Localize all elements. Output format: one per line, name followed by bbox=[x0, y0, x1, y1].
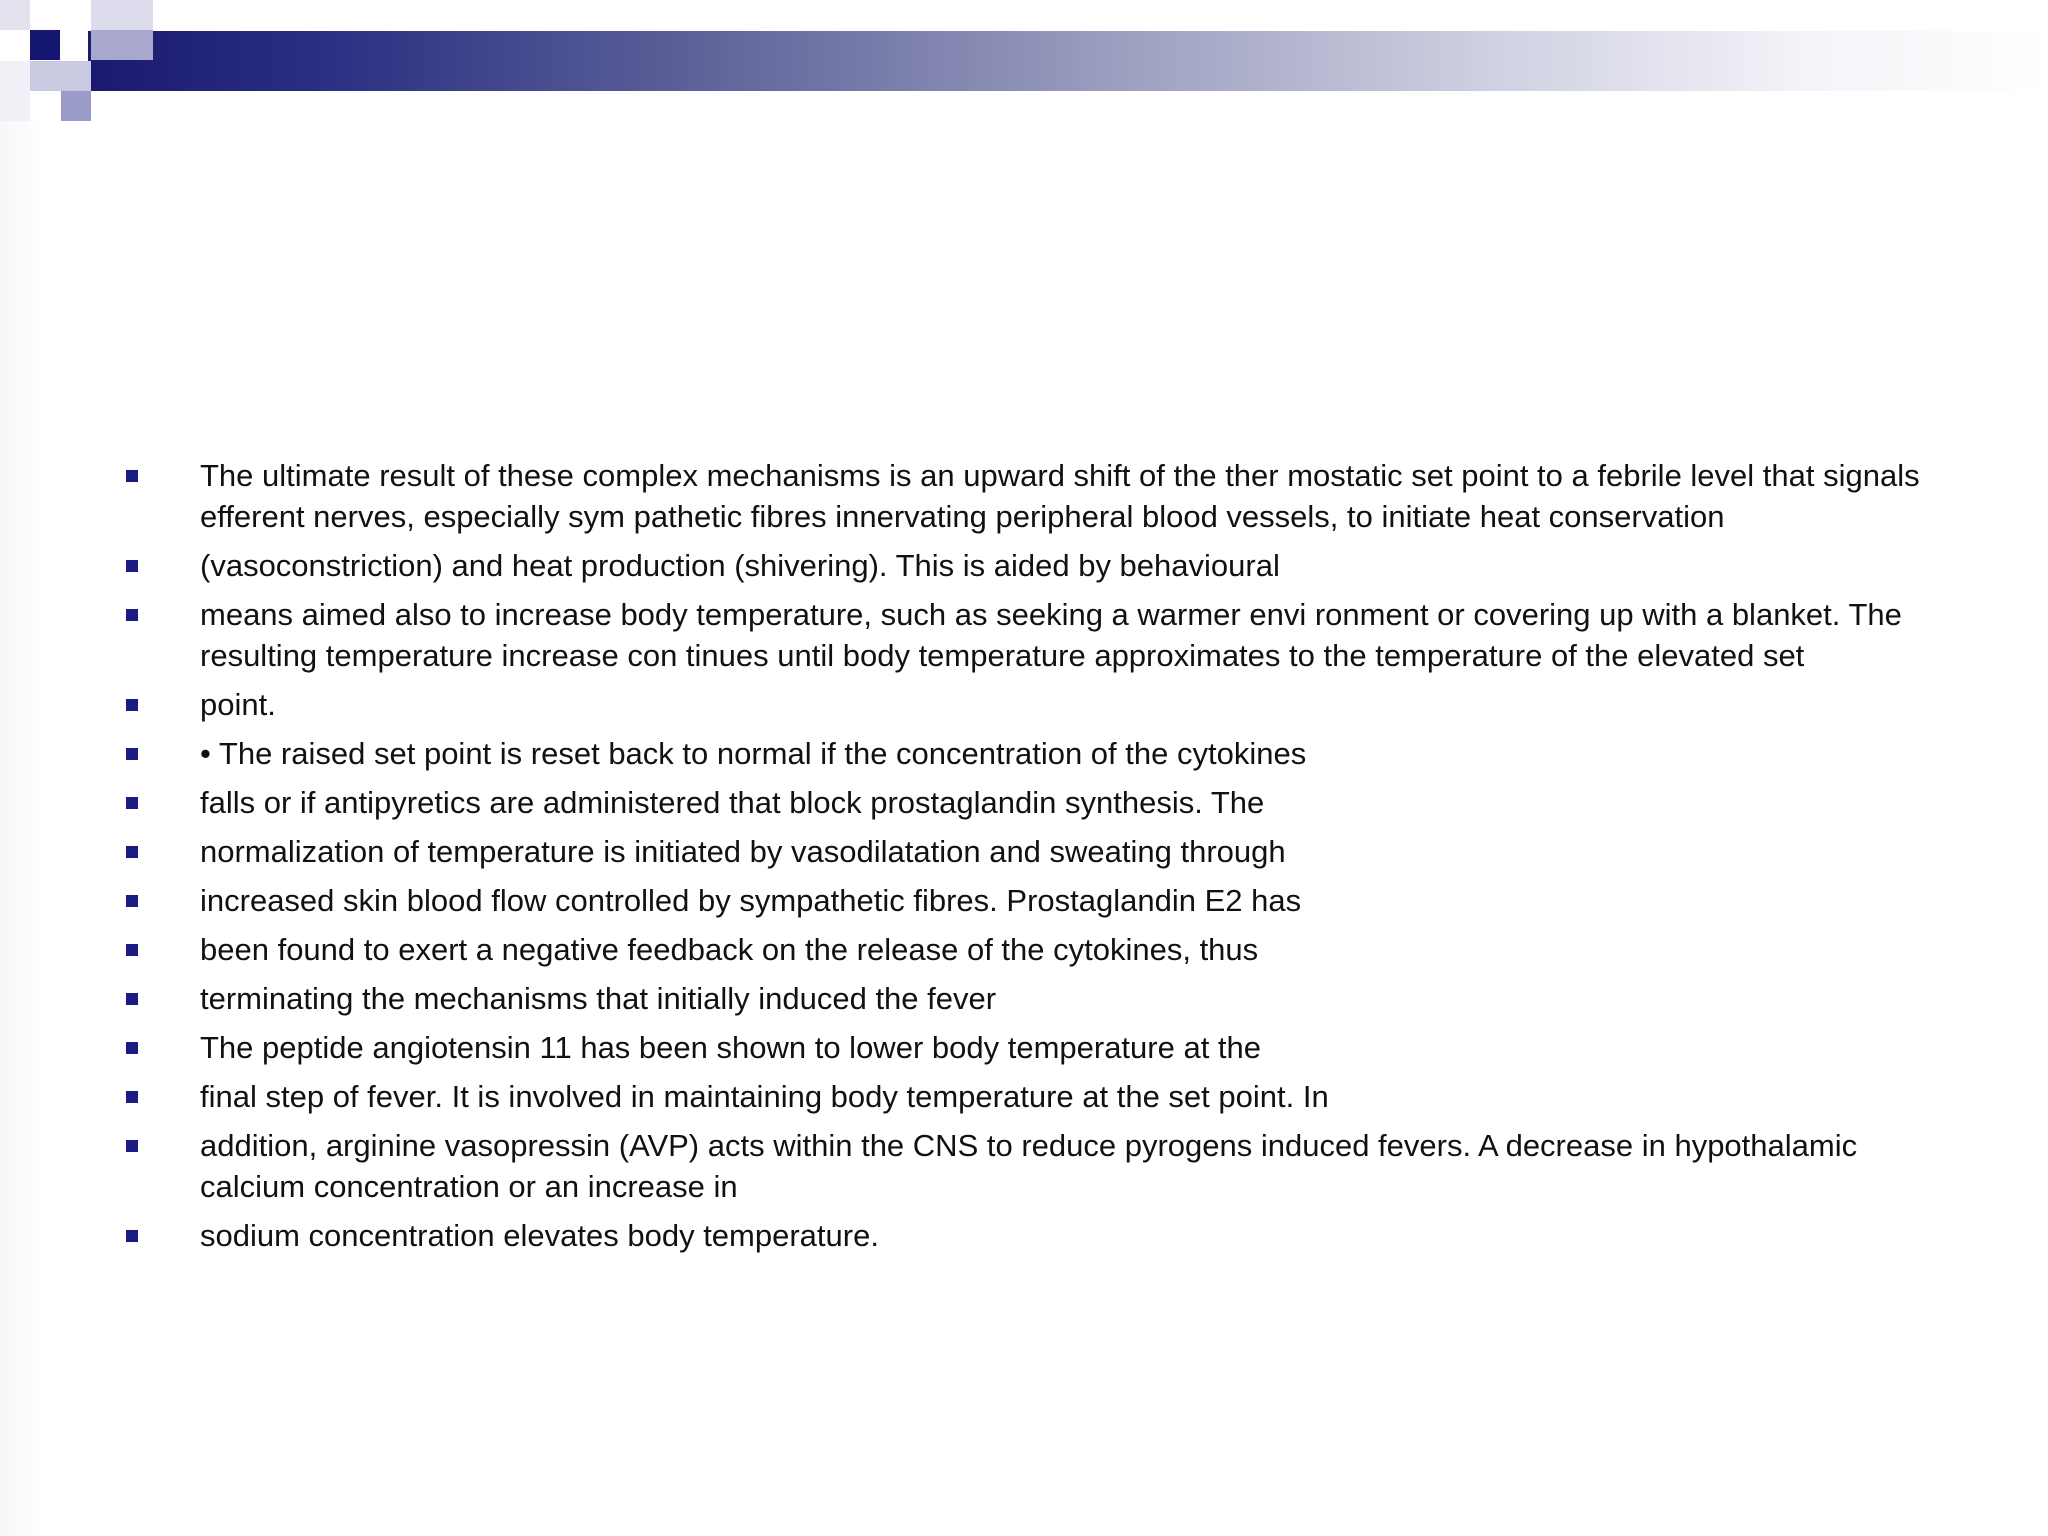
bullet-text: The ultimate result of these complex mechanisms is an upward shift of the ther mostatic set point to a febrile level that signals efferent nerves, especially sym pathetic fibres innervating peripheral blood vessels, to initiate heat conservation bbox=[200, 458, 1920, 534]
bullet-item bbox=[122, 594, 1942, 676]
bullet-list bbox=[122, 455, 1942, 1256]
slide-body bbox=[122, 455, 1942, 1264]
bullet-item bbox=[122, 1125, 1942, 1207]
bullet-square-icon bbox=[126, 748, 138, 760]
bullet-item bbox=[122, 831, 1942, 872]
decor-square bbox=[30, 30, 60, 60]
decor-square bbox=[30, 61, 91, 91]
bullet-square-icon bbox=[126, 470, 138, 482]
bullet-text: terminating the mechanisms that initially induced the fever bbox=[200, 981, 997, 1016]
bullet-square-icon bbox=[126, 846, 138, 858]
decor-square bbox=[0, 61, 30, 121]
bullet-text: sodium concentration elevates body temperature. bbox=[200, 1218, 879, 1253]
bullet-text: addition, arginine vasopressin (AVP) acts within the CNS to reduce pyrogens induced fevers. A decrease in hypothalamic calcium concentration or an increase in bbox=[200, 1128, 1858, 1204]
bullet-text: means aimed also to increase body temperature, such as seeking a warmer envi ronment or covering up with a blanket. The resulting temperature increase con tinues until body temperature approximates to the temperature of the elevated set bbox=[200, 597, 1902, 673]
decor-square bbox=[0, 0, 30, 30]
bullet-square-icon bbox=[126, 944, 138, 956]
bullet-item bbox=[122, 978, 1942, 1019]
bullet-square-icon bbox=[126, 699, 138, 711]
decor-square bbox=[91, 0, 153, 30]
bullet-text: • The raised set point is reset back to normal if the concentration of the cytokines bbox=[200, 736, 1307, 771]
bullet-item bbox=[122, 880, 1942, 921]
bullet-square-icon bbox=[126, 1140, 138, 1152]
decor-square bbox=[91, 30, 153, 60]
bullet-square-icon bbox=[126, 895, 138, 907]
bullet-text: final step of fever. It is involved in maintaining body temperature at the set point. In bbox=[200, 1079, 1329, 1114]
bullet-item bbox=[122, 1215, 1942, 1256]
bullet-square-icon bbox=[126, 1230, 138, 1242]
bullet-square-icon bbox=[126, 1091, 138, 1103]
bullet-item bbox=[122, 1076, 1942, 1117]
bullet-text: The peptide angiotensin 11 has been shown to lower body temperature at the bbox=[200, 1030, 1262, 1065]
bullet-item bbox=[122, 545, 1942, 586]
bullet-item bbox=[122, 782, 1942, 823]
bullet-text: increased skin blood flow controlled by sympathetic fibres. Prostaglandin E2 has bbox=[200, 883, 1302, 918]
bullet-text: (vasoconstriction) and heat production (shivering). This is aided by behavioural bbox=[200, 548, 1280, 583]
bullet-text: been found to exert a negative feedback on the release of the cytokines, thus bbox=[200, 932, 1259, 967]
header-gradient-bar bbox=[88, 31, 2048, 91]
bullet-item bbox=[122, 684, 1942, 725]
bullet-item bbox=[122, 1027, 1942, 1068]
bullet-square-icon bbox=[126, 993, 138, 1005]
bullet-square-icon bbox=[126, 797, 138, 809]
bullet-item bbox=[122, 455, 1942, 537]
decor-square bbox=[61, 91, 91, 121]
bullet-text: point. bbox=[200, 687, 276, 722]
bullet-item bbox=[122, 929, 1942, 970]
bullet-square-icon bbox=[126, 609, 138, 621]
left-edge-shade bbox=[0, 121, 45, 1536]
bullet-text: normalization of temperature is initiated by vasodilatation and sweating through bbox=[200, 834, 1286, 869]
bullet-square-icon bbox=[126, 1042, 138, 1054]
bullet-square-icon bbox=[126, 560, 138, 572]
bullet-item bbox=[122, 733, 1942, 774]
bullet-text: falls or if antipyretics are administered that block prostaglandin synthesis. The bbox=[200, 785, 1265, 820]
